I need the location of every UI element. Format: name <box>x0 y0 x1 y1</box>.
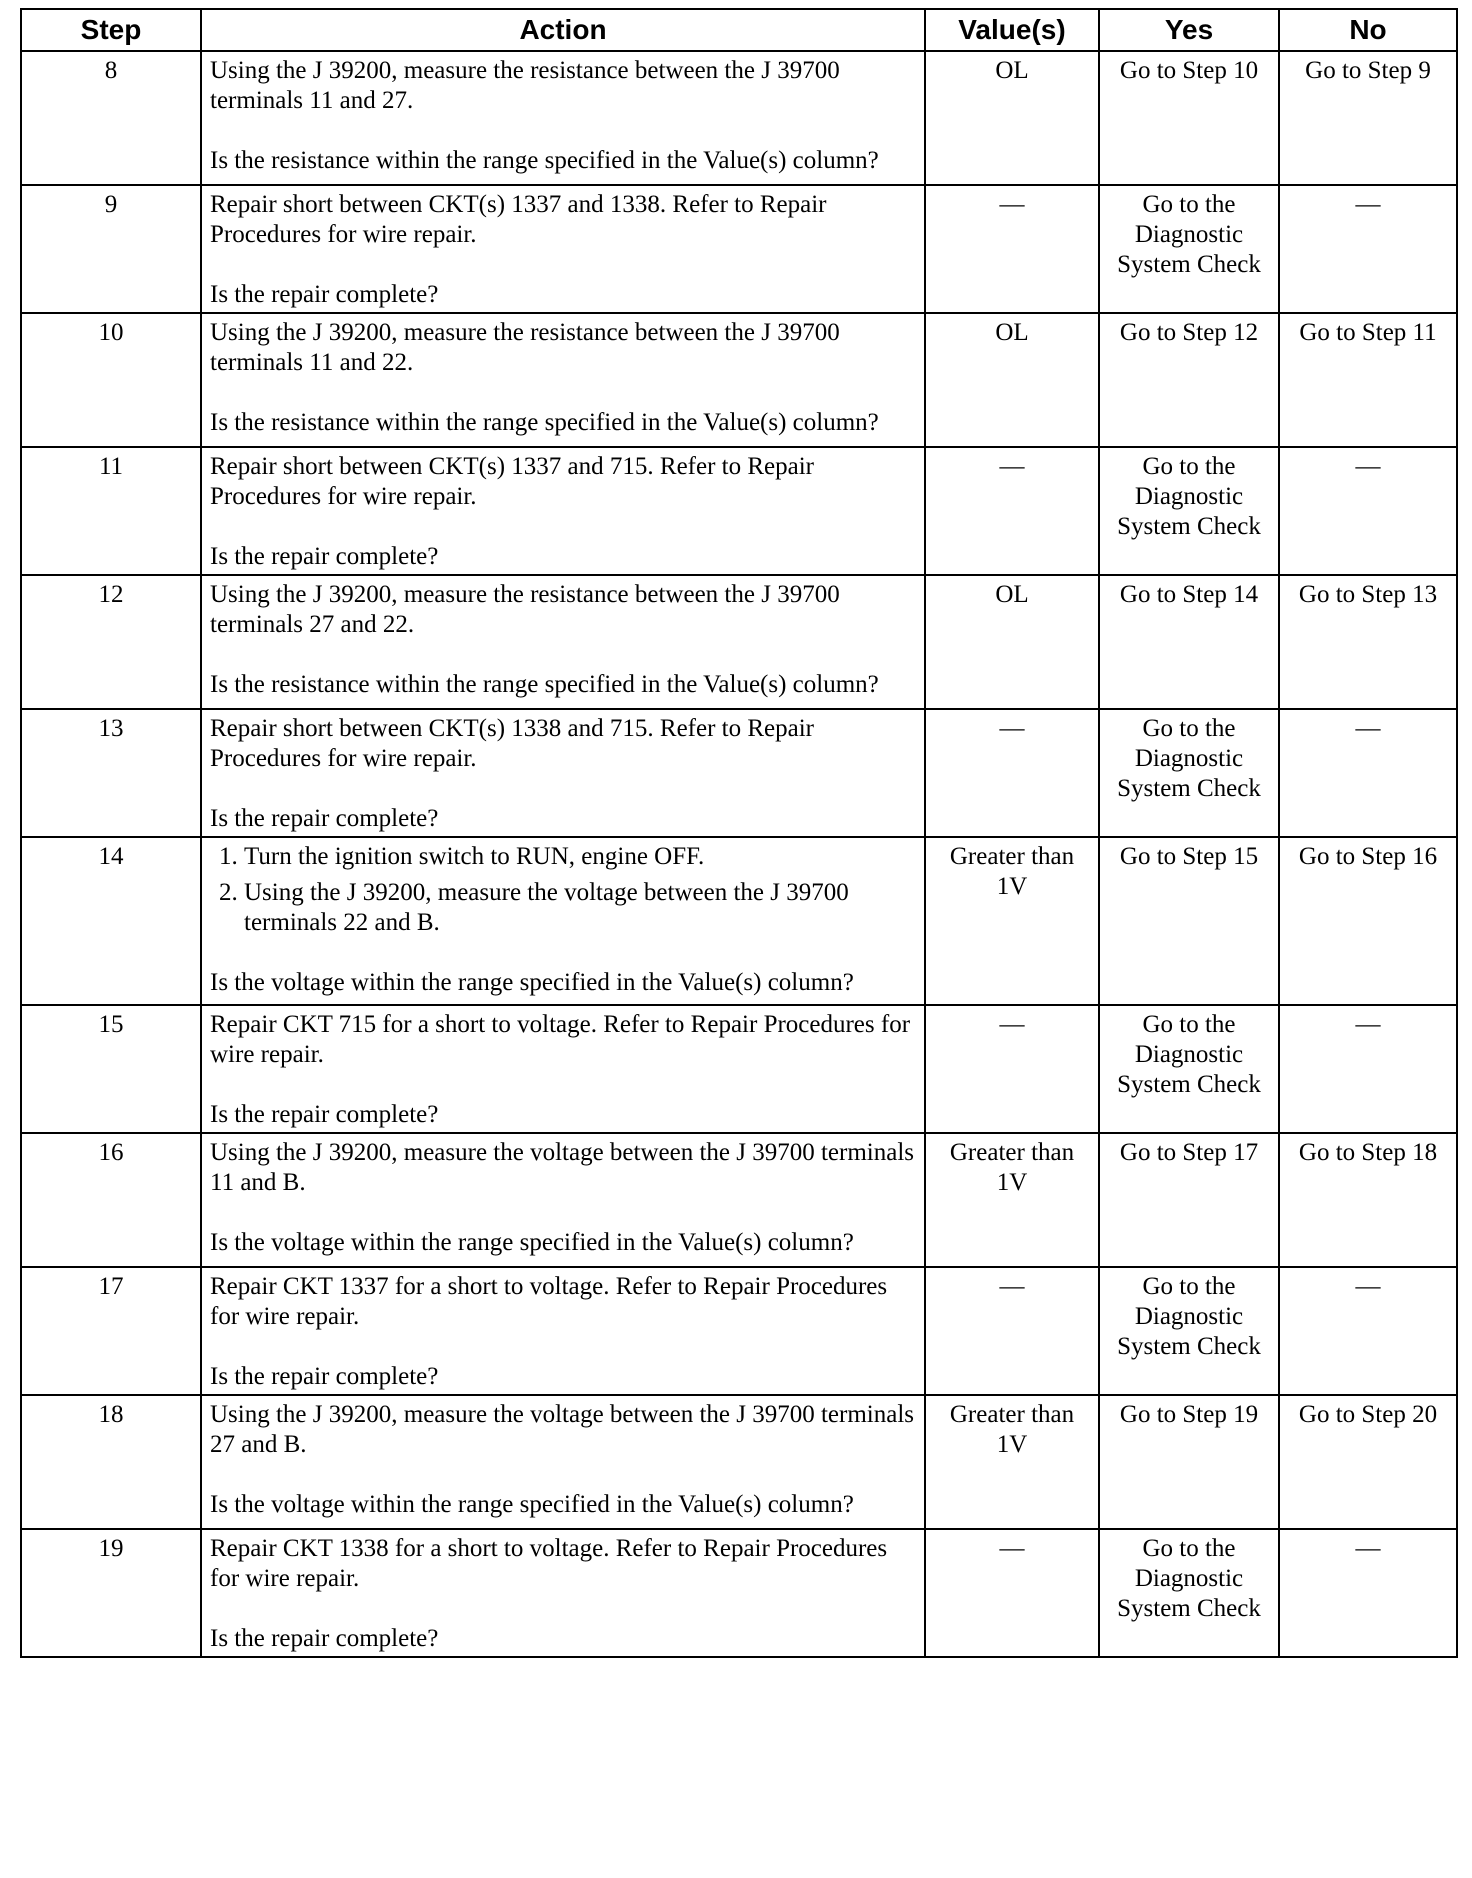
yes-outcome: Go to the Diagnostic System Check <box>1099 1005 1279 1133</box>
step-number: 13 <box>21 709 201 837</box>
yes-outcome: Go to Step 10 <box>1099 51 1279 185</box>
action-text: Repair short between CKT(s) 1338 and 715. Refer to Repair Procedures for wire repair. <box>210 715 815 772</box>
action-question: Is the resistance within the range specified in the Value(s) column? <box>210 671 879 698</box>
value-cell: Greater than 1V <box>925 1395 1099 1529</box>
header-values: Value(s) <box>925 9 1099 51</box>
action-cell <box>201 447 925 575</box>
step-number: 19 <box>21 1529 201 1657</box>
value-cell: Greater than 1V <box>925 837 1099 1005</box>
yes-outcome: Go to the Diagnostic System Check <box>1099 447 1279 575</box>
step-number: 9 <box>21 185 201 313</box>
action-cell <box>201 185 925 313</box>
table-header <box>21 9 1457 51</box>
action-question: Is the resistance within the range specified in the Value(s) column? <box>210 147 879 174</box>
action-text: Using the J 39200, measure the resistance between the J 39700 terminals 11 and 27. <box>210 57 840 114</box>
no-outcome: Go to Step 13 <box>1279 575 1457 709</box>
yes-outcome: Go to Step 12 <box>1099 313 1279 447</box>
action-question: Is the repair complete? <box>210 1625 439 1652</box>
no-outcome: — <box>1279 447 1457 575</box>
table-body <box>21 51 1457 1657</box>
action-cell <box>201 1529 925 1657</box>
value-cell: — <box>925 709 1099 837</box>
yes-outcome: Go to Step 15 <box>1099 837 1279 1005</box>
value-cell: OL <box>925 313 1099 447</box>
step-number: 18 <box>21 1395 201 1529</box>
value-cell: — <box>925 1267 1099 1395</box>
action-text: Repair short between CKT(s) 1337 and 715. Refer to Repair Procedures for wire repair. <box>210 453 815 510</box>
yes-outcome: Go to Step 19 <box>1099 1395 1279 1529</box>
step-number: 10 <box>21 313 201 447</box>
header-yes: Yes <box>1099 9 1279 51</box>
no-outcome: — <box>1279 1005 1457 1133</box>
step-number: 11 <box>21 447 201 575</box>
action-text: Repair CKT 715 for a short to voltage. Refer to Repair Procedures for wire repair. <box>210 1011 911 1068</box>
action-cell <box>201 313 925 447</box>
step-number: 12 <box>21 575 201 709</box>
action-cell <box>201 709 925 837</box>
header-step: Step <box>21 9 201 51</box>
value-cell: — <box>925 447 1099 575</box>
table-row <box>21 185 1457 313</box>
action-cell <box>201 1005 925 1133</box>
action-question: Is the resistance within the range specified in the Value(s) column? <box>210 409 879 436</box>
table-row <box>21 575 1457 709</box>
yes-outcome: Go to Step 17 <box>1099 1133 1279 1267</box>
table-row <box>21 837 1457 1005</box>
action-cell <box>201 1395 925 1529</box>
step-number: 14 <box>21 837 201 1005</box>
action-cell <box>201 837 925 1005</box>
action-step-item: 2. Using the J 39200, measure the voltage between the J 39700 terminals 22 and B. <box>244 878 916 938</box>
step-number: 17 <box>21 1267 201 1395</box>
value-cell: — <box>925 1529 1099 1657</box>
table-row <box>21 313 1457 447</box>
action-step-item: 1. Turn the ignition switch to RUN, engine OFF. <box>244 842 916 872</box>
action-question: Is the voltage within the range specified in the Value(s) column? <box>210 969 854 996</box>
header-action: Action <box>201 9 925 51</box>
no-outcome: — <box>1279 1529 1457 1657</box>
value-cell: Greater than 1V <box>925 1133 1099 1267</box>
action-question: Is the repair complete? <box>210 805 439 832</box>
table-row <box>21 1267 1457 1395</box>
table-row <box>21 51 1457 185</box>
step-number: 16 <box>21 1133 201 1267</box>
value-cell: OL <box>925 51 1099 185</box>
header-row <box>21 9 1457 51</box>
no-outcome: — <box>1279 709 1457 837</box>
table-row <box>21 709 1457 837</box>
value-cell: OL <box>925 575 1099 709</box>
action-text: Repair CKT 1338 for a short to voltage. Refer to Repair Procedures for wire repair. <box>210 1535 888 1592</box>
yes-outcome: Go to the Diagnostic System Check <box>1099 709 1279 837</box>
table-row <box>21 1133 1457 1267</box>
no-outcome: Go to Step 18 <box>1279 1133 1457 1267</box>
table-row <box>21 447 1457 575</box>
action-text: Using the J 39200, measure the voltage between the J 39700 terminals 11 and B. <box>210 1139 915 1196</box>
action-cell <box>201 1133 925 1267</box>
table-row <box>21 1529 1457 1657</box>
action-question: Is the voltage within the range specified in the Value(s) column? <box>210 1229 854 1256</box>
no-outcome: — <box>1279 185 1457 313</box>
action-text: Using the J 39200, measure the resistance between the J 39700 terminals 27 and 22. <box>210 581 840 638</box>
yes-outcome: Go to Step 14 <box>1099 575 1279 709</box>
action-cell <box>201 51 925 185</box>
header-no: No <box>1279 9 1457 51</box>
action-text: Repair CKT 1337 for a short to voltage. Refer to Repair Procedures for wire repair. <box>210 1273 888 1330</box>
value-cell: — <box>925 1005 1099 1133</box>
no-outcome: Go to Step 16 <box>1279 837 1457 1005</box>
yes-outcome: Go to the Diagnostic System Check <box>1099 1267 1279 1395</box>
action-question: Is the repair complete? <box>210 543 439 570</box>
no-outcome: Go to Step 11 <box>1279 313 1457 447</box>
action-text: Using the J 39200, measure the voltage between the J 39700 terminals 27 and B. <box>210 1401 915 1458</box>
table-row <box>21 1395 1457 1529</box>
action-cell <box>201 1267 925 1395</box>
step-number: 15 <box>21 1005 201 1133</box>
diagnostic-table <box>20 8 1458 1658</box>
no-outcome: — <box>1279 1267 1457 1395</box>
value-cell: — <box>925 185 1099 313</box>
yes-outcome: Go to the Diagnostic System Check <box>1099 185 1279 313</box>
action-cell <box>201 575 925 709</box>
yes-outcome: Go to the Diagnostic System Check <box>1099 1529 1279 1657</box>
step-number: 8 <box>21 51 201 185</box>
table-row <box>21 1005 1457 1133</box>
action-question: Is the repair complete? <box>210 1101 439 1128</box>
action-question: Is the repair complete? <box>210 1363 439 1390</box>
action-steps-list <box>210 842 916 938</box>
action-text: Using the J 39200, measure the resistance between the J 39700 terminals 11 and 22. <box>210 319 840 376</box>
no-outcome: Go to Step 9 <box>1279 51 1457 185</box>
action-question: Is the repair complete? <box>210 281 439 308</box>
action-question: Is the voltage within the range specified in the Value(s) column? <box>210 1491 854 1518</box>
no-outcome: Go to Step 20 <box>1279 1395 1457 1529</box>
action-text: Repair short between CKT(s) 1337 and 1338. Refer to Repair Procedures for wire repair. <box>210 191 827 248</box>
diagnostic-page <box>20 8 1456 1658</box>
